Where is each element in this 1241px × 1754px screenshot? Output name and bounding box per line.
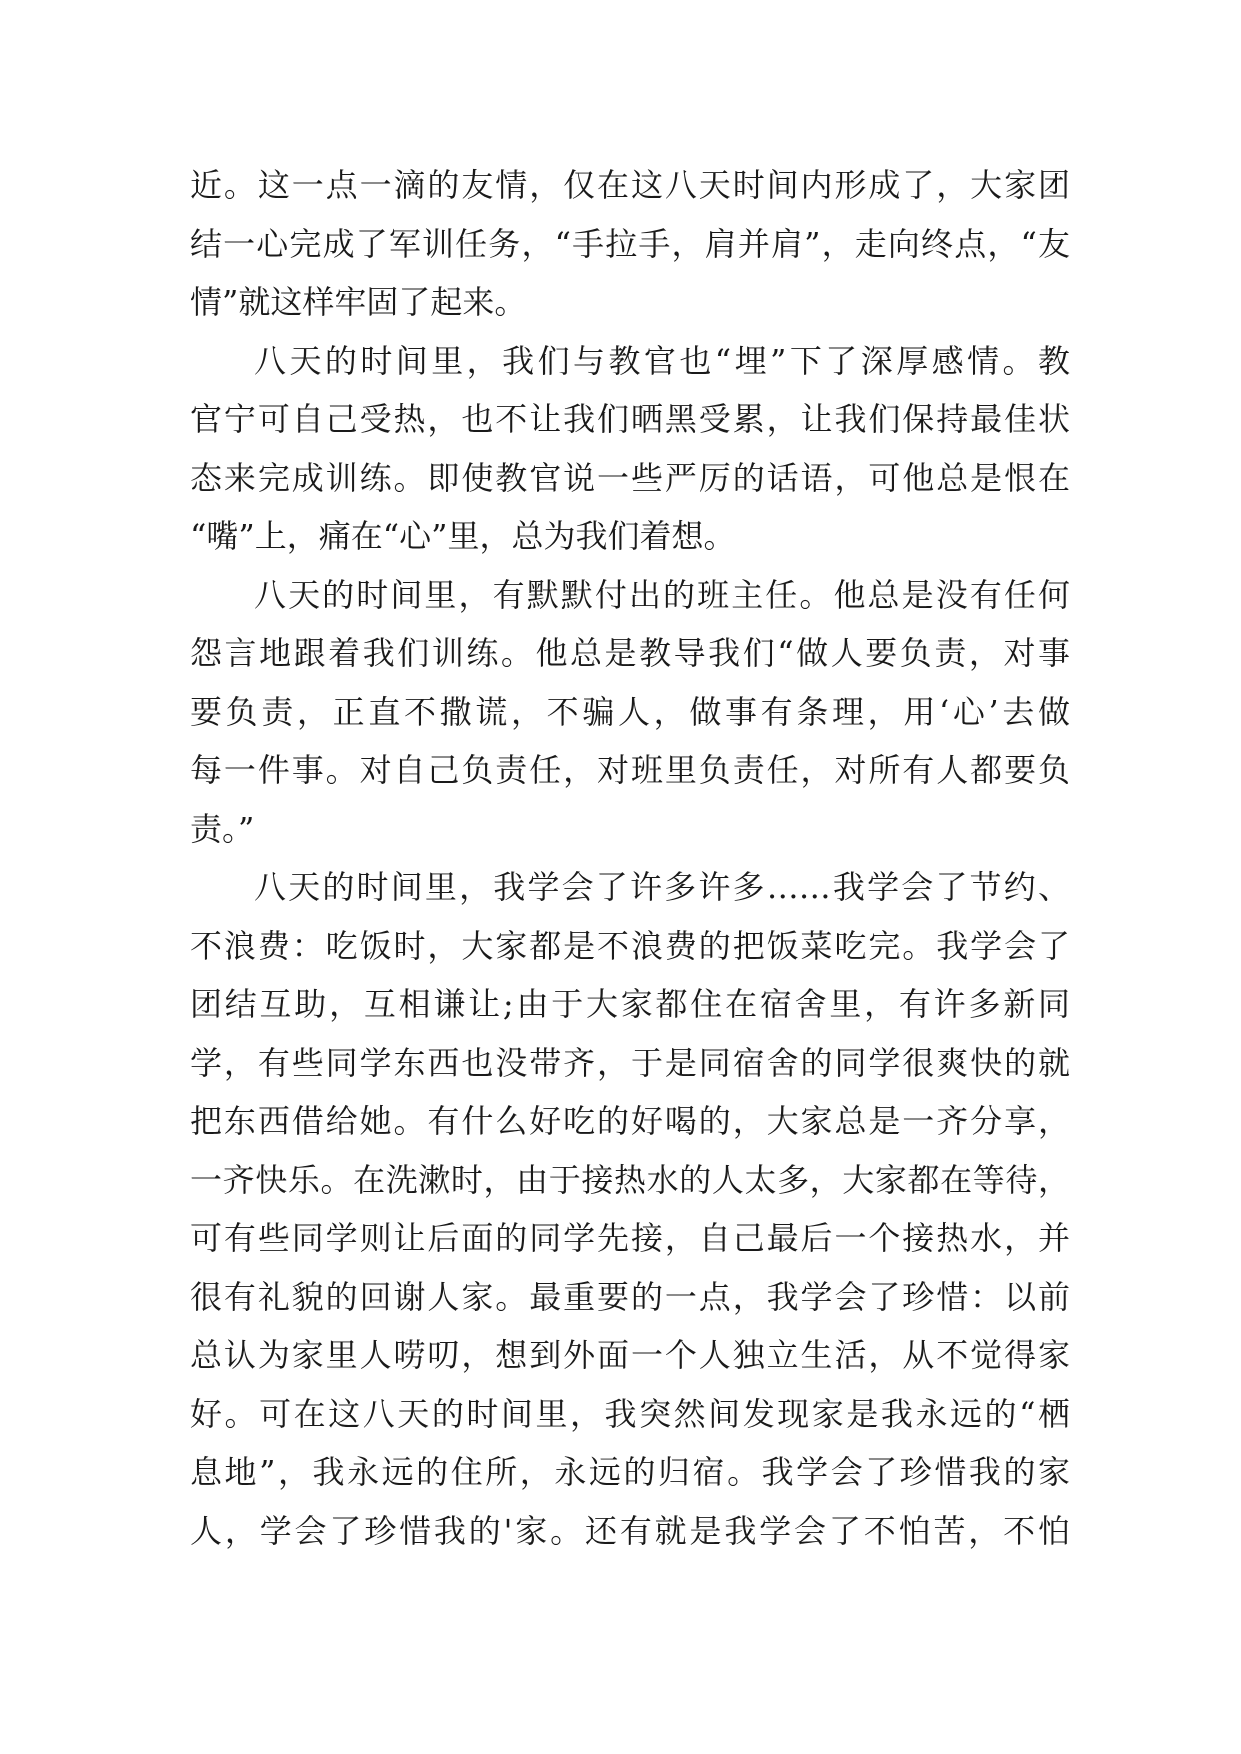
text-line: 不浪费：吃饭时，大家都是不浪费的把饭菜吃完。我学会了 — [190, 926, 1070, 965]
text-line: 结一心完成了军训任务，“手拉手，肩并肩”，走向终点，“友 — [190, 224, 1070, 263]
text-line: 把东西借给她。有什么好吃的好喝的，大家总是一齐分享， — [190, 1102, 1070, 1140]
text-line: 情”就这样牢固了起来。 — [190, 283, 527, 321]
text-line: 责。” — [190, 809, 255, 848]
paragraph-first-line: 八天的时间里，有默默付出的班主任。他总是没有任何 — [254, 575, 1070, 614]
text-line: 官宁可自己受热，也不让我们晒黑受累，让我们保持最佳状 — [190, 400, 1070, 438]
text-line: 人，学会了珍惜我的'家。还有就是我学会了不怕苦，不怕 — [190, 1511, 1070, 1550]
text-line: 团结互助，互相谦让;由于大家都住在宿舍里，有许多新同 — [190, 985, 1070, 1023]
text-line: 学，有些同学东西也没带齐，于是同宿舍的同学很爽快的就 — [190, 1043, 1070, 1082]
text-line: 态来完成训练。即使教官说一些严厉的话语，可他总是恨在 — [190, 458, 1070, 497]
text-line: 可有些同学则让后面的同学先接，自己最后一个接热水，并 — [190, 1219, 1070, 1257]
paragraph-first-line: 八天的时间里，我们与教官也“埋”下了深厚感情。教 — [254, 341, 1070, 380]
text-line: 怨言地跟着我们训练。他总是教导我们“做人要负责，对事 — [190, 634, 1070, 672]
text-line: 一齐快乐。在洗漱时，由于接热水的人太多，大家都在等待， — [190, 1160, 1070, 1199]
text-line: 每一件事。对自己负责任，对班里负责任，对所有人都要负 — [190, 751, 1070, 789]
text-line: 近。这一点一滴的友情，仅在这八天时间内形成了，大家团 — [190, 166, 1070, 204]
text-line: 总认为家里人唠叨，想到外面一个人独立生活，从不觉得家 — [190, 1336, 1070, 1374]
text-line: 要负责，正直不撒谎，不骗人，做事有条理，用‘心’去做 — [190, 692, 1070, 731]
text-line: 很有礼貌的回谢人家。最重要的一点，我学会了珍惜：以前 — [190, 1277, 1070, 1316]
text-line: “嘴”上，痛在“心”里，总为我们着想。 — [190, 517, 736, 555]
body-text — [190, 156, 1070, 1560]
text-line: 好。可在这八天的时间里，我突然间发现家是我永远的“栖 — [190, 1394, 1070, 1433]
paragraph-first-line: 八天的时间里，我学会了许多许多……我学会了节约、 — [254, 868, 1070, 906]
text-line: 息地”，我永远的住所，永远的归宿。我学会了珍惜我的家 — [190, 1453, 1070, 1491]
